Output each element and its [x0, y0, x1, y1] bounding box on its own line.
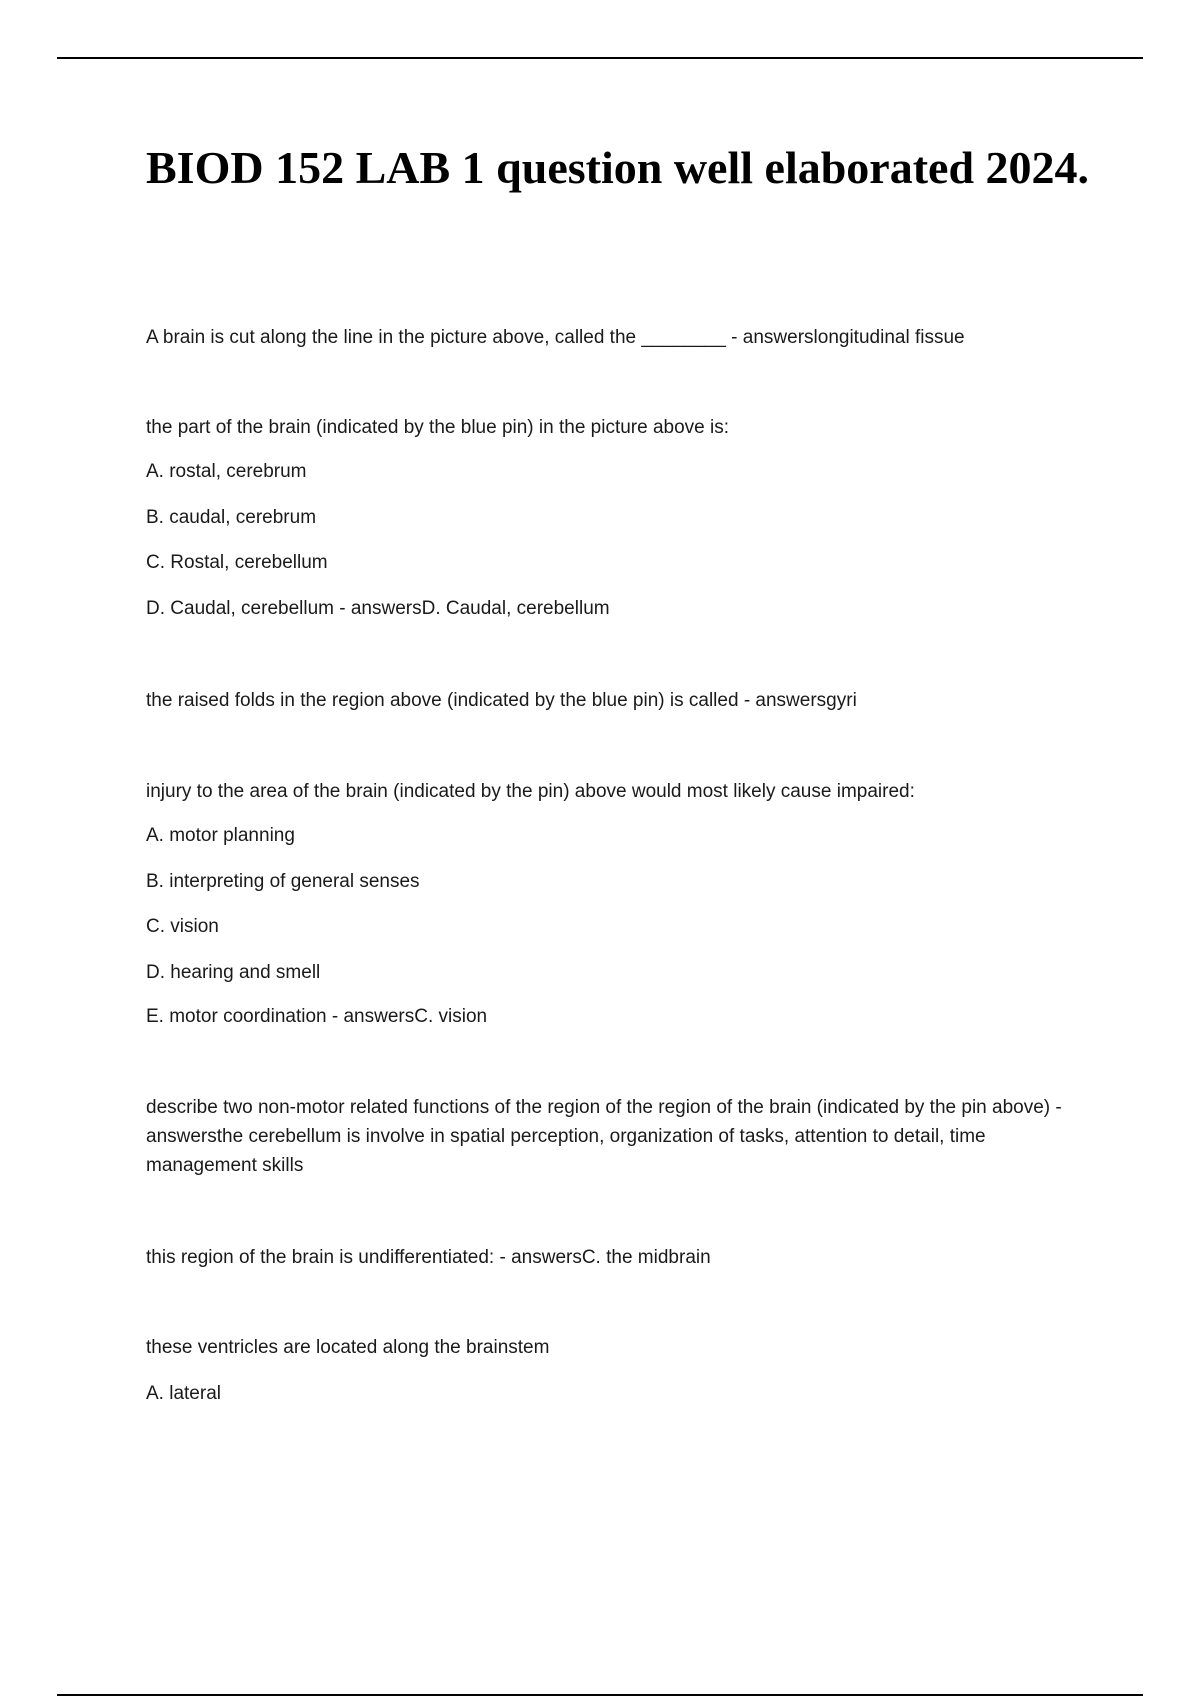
bottom-rule — [57, 1694, 1143, 1696]
question-2-option-d: D. Caudal, cerebellum - answersD. Caudal, cerebellum — [146, 598, 610, 619]
question-7-text: these ventricles are located along the brainstem — [146, 1337, 550, 1358]
question-3-text: the raised folds in the region above (indicated by the blue pin) is called - answersgyri — [146, 690, 857, 711]
question-2-option-c: C. Rostal, cerebellum — [146, 552, 328, 573]
document-title: BIOD 152 LAB 1 question well elaborated 2024. — [146, 142, 1090, 193]
question-2-option-a: A. rostal, cerebrum — [146, 461, 307, 482]
question-4-option-a: A. motor planning — [146, 825, 295, 846]
question-2-option-b: B. caudal, cerebrum — [146, 507, 317, 528]
question-6-text: this region of the brain is undifferentiated: - answersC. the midbrain — [146, 1247, 711, 1268]
question-6 — [146, 1243, 1096, 1288]
question-5-text: describe two non-motor related functions of the region of the region of the brain (indicated by the pin above) - answersthe cerebellum is involve in spatial perception, organization of tasks, attention to detail, time management skills — [146, 1097, 1062, 1176]
question-1 — [146, 323, 1096, 368]
question-3 — [146, 686, 1096, 731]
question-7-option-a: A. lateral — [146, 1383, 221, 1404]
question-4-text: injury to the area of the brain (indicated by the pin) above would most likely cause impaired: — [146, 781, 915, 802]
top-rule — [57, 57, 1143, 59]
question-1-text: A brain is cut along the line in the picture above, called the ________ - answerslongitudinal fissue — [146, 327, 965, 348]
question-4-option-e: E. motor coordination - answersC. vision — [146, 1006, 488, 1027]
question-5 — [146, 1093, 1096, 1195]
question-2-text: the part of the brain (indicated by the blue pin) in the picture above is: — [146, 417, 730, 438]
question-4-option-c: C. vision — [146, 916, 219, 937]
document-body — [146, 140, 1096, 1404]
question-4-option-b: B. interpreting of general senses — [146, 871, 420, 892]
question-4-option-d: D. hearing and smell — [146, 962, 321, 983]
